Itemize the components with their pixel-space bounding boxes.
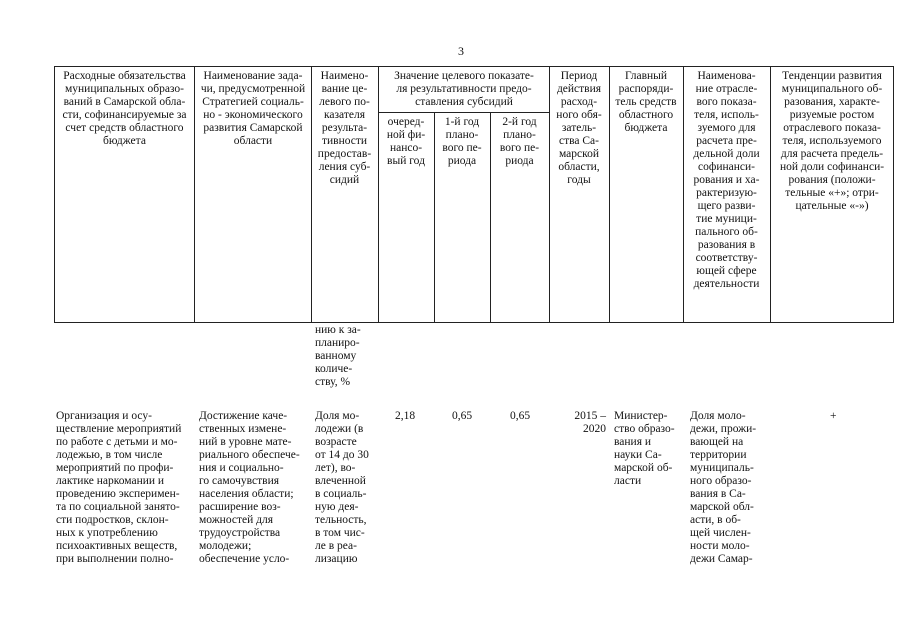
row-obligation: Организация и осу- ществление мероприятий по работе с детьми и мо- лодежью, в том числе мероприятий по профи- лактике наркомании и проведению эксперимен- та по социальной занято- сти подростков, склон- ных к употреблению психоактивных веществ, при выполнении полно-	[56, 410, 182, 565]
header-plan-year-2: 2-й год плано- вого пе- риода	[499, 116, 540, 167]
row-plan-year-2-value: 0,65	[510, 410, 531, 422]
header-task: Наименование зада- чи, предусмотренной Стратегией социаль- но - экономического развития Самарской области	[200, 70, 306, 147]
row-task: Достижение каче- ственных измене- ний в уровне мате- риального обеспече- ния и социально- го самочувствия населения области; расширение воз- можностей для трудоустройства молодежи; обеспечение усло-	[199, 410, 300, 565]
header-sector-indicator: Наименова- ние отрасле- вого показа- теля, исполь- зуемого для расчета пре- дельной доли софинанси- рования и ха- рактеризую- щего разви- тие муници- пального об- разования в соответству- ющей сфере деятельности	[693, 70, 760, 290]
row-sector-indicator: Доля моло- дежи, прожи- вающей на территории муниципаль- ного образо- вания в Са- марской обл- асти, в об- щей числен- ности моло- дежи Самар-	[690, 410, 757, 565]
row-period: 2015 – 2020	[574, 410, 606, 435]
indicator-continuation: нию к за- планиро- ванному количе- ству, %	[315, 324, 361, 388]
header-current-year: очеред- ной фи- нансо- вый год	[386, 116, 426, 167]
row-current-year-value: 2,18	[395, 410, 416, 422]
row-indicator: Доля мо- лодежи (в возрасте от 14 до 30 лет), во- влеченной в социаль- ную дея- тельность, в том чис- ле в реа- лизацию	[315, 410, 369, 565]
row-trend: +	[830, 410, 837, 422]
row-main-manager: Министер- ство образо- вания и науки Са- марской об- ласти	[614, 410, 675, 487]
header-obligations: Расходные обязательства муниципальных образо- ваний в Самарской обла- сти, софинансируемые за счет средств областного бюджета	[62, 70, 187, 147]
header-target-value-group: Значение целевого показате- ля результативности предо- ставления субсидий	[394, 70, 534, 108]
header-period: Период действия расход- ного обя- затель- ства Са- марской области, годы	[556, 70, 602, 186]
header-indicator: Наимено- вание це- левого по- казателя результа- тивности предостав- ления суб- сидий	[317, 70, 372, 186]
header-trends: Тенденции развития муниципального об- разования, характе- ризуемые ростом отраслевого показа- теля, используемого для расчета предель- ной доли софинанси- рования (положи- тельные «+»; отри- цательные «-»)	[779, 70, 885, 212]
row-plan-year-1-value: 0,65	[452, 410, 473, 422]
header-main-manager: Главный распоряди- тель средств областного бюджета	[615, 70, 677, 134]
header-plan-year-1: 1-й год плано- вого пе- риода	[442, 116, 482, 167]
page-number: 3	[458, 44, 464, 58]
